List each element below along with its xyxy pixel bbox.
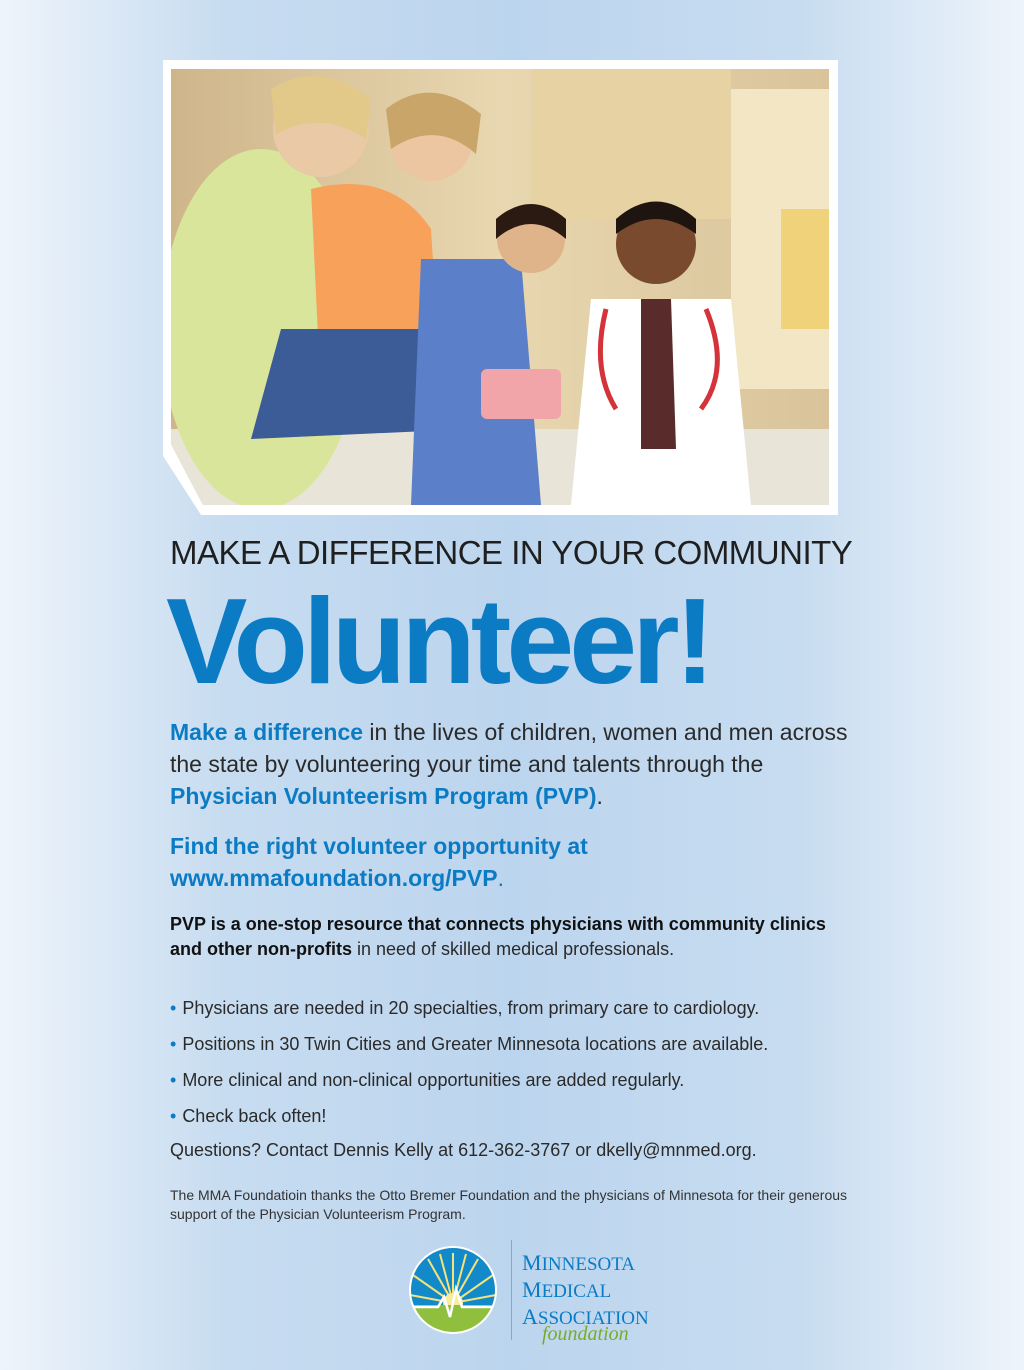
program-name: Physician Volunteerism Program (PVP) xyxy=(170,783,597,809)
bullet-icon: • xyxy=(170,1106,177,1126)
logo-line-2: EDICAL xyxy=(541,1281,612,1302)
thanks-note: The MMA Foundatioin thanks the Otto Bremer Foundation and the physicians of Minnesota for their generous support of the Physician Volunteerism Program. xyxy=(170,1187,848,1222)
logo-line-2-cap: M xyxy=(522,1277,542,1302)
find-opportunity xyxy=(170,830,850,894)
logo-divider xyxy=(511,1240,512,1340)
contact-info: Questions? Contact Dennis Kelly at 612-362-3767 or dkelly@mnmed.org. xyxy=(170,1140,757,1160)
list-item xyxy=(170,1068,850,1104)
bullet-icon: • xyxy=(170,998,177,1018)
bullet-list xyxy=(170,996,850,1140)
list-item xyxy=(170,1032,850,1068)
bullet-icon: • xyxy=(170,1070,177,1090)
logo-line-3: SSOCIATION xyxy=(537,1308,649,1329)
intro-text: in the lives of children, women and men across the state by volunteering your time and talents through the xyxy=(170,719,848,777)
list-item xyxy=(170,996,850,1032)
pvp-rest: in need of skilled medical professionals. xyxy=(351,939,675,959)
list-item xyxy=(170,1104,850,1140)
bullet-text: More clinical and non-clinical opportunities are added regularly. xyxy=(182,1070,685,1090)
website-link[interactable]: www.mmafoundation.org/PVP xyxy=(170,865,498,891)
intro-lead: Make a difference xyxy=(170,719,364,745)
find-line: Find the right volunteer opportunity at xyxy=(170,833,588,859)
pvp-bold: PVP is a one-stop resource that connects physicians with community clinics and other non-profits xyxy=(170,914,826,959)
page-title: Volunteer! xyxy=(166,573,711,709)
bullet-icon: • xyxy=(170,1034,177,1054)
logo-line-3-cap: A xyxy=(522,1304,538,1329)
find-end: . xyxy=(497,865,504,891)
bullet-text: Check back often! xyxy=(182,1106,327,1126)
intro-paragraph xyxy=(170,716,850,812)
doctor-patient-photo xyxy=(171,69,829,505)
pvp-description xyxy=(170,912,850,962)
mma-sunburst-heartbeat-icon xyxy=(408,1245,498,1335)
bullet-text: Positions in 30 Twin Cities and Greater Minnesota locations are available. xyxy=(182,1034,769,1054)
bullet-text: Physicians are needed in 20 specialties, from primary care to cardiology. xyxy=(182,998,760,1018)
logo-foundation: foundation xyxy=(542,1323,629,1345)
intro-end: . xyxy=(596,783,603,809)
logo-line-1: INNESOTA xyxy=(541,1254,636,1275)
logo-line-1-cap: M xyxy=(522,1250,542,1275)
headline: MAKE A DIFFERENCE IN YOUR COMMUNITY xyxy=(170,534,853,571)
logo-wordmark xyxy=(522,1250,649,1331)
